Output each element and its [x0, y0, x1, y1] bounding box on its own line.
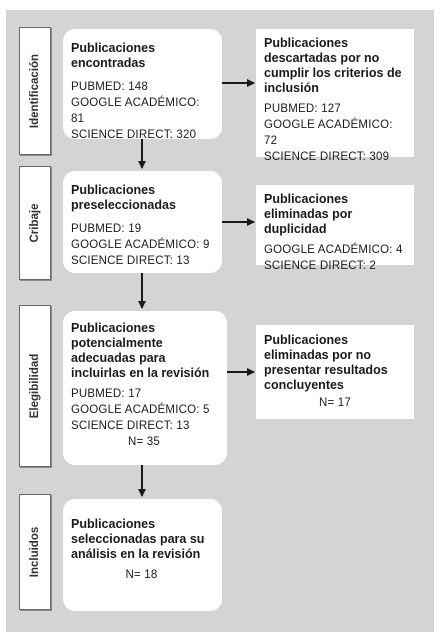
- box-line: SCIENCE DIRECT: 309: [264, 151, 390, 163]
- box-line: SCIENCE DIRECT: 320: [71, 129, 197, 141]
- stage-label: Elegibilidad: [29, 353, 41, 419]
- box-line: PUBMED: 19: [71, 223, 142, 235]
- box-title: Publicaciones potencialmente adecuadas para incluirlas en la revisión: [71, 321, 210, 380]
- box-line: GOOGLE ACADÉMICO: 72: [264, 119, 393, 147]
- box-title: Publicaciones eliminadas por duplicidad: [264, 192, 353, 236]
- box-title: Publicaciones encontradas: [71, 41, 156, 70]
- box-title: Publicaciones preseleccionadas: [71, 183, 176, 212]
- box-total: N= 18: [125, 569, 158, 581]
- box-total: N= 17: [318, 397, 351, 409]
- box-line: SCIENCE DIRECT: 2: [264, 260, 377, 272]
- box-title: Publicaciones eliminadas por no presentar resultados concluyentes: [264, 333, 388, 392]
- box-line: GOOGLE ACADÉMICO: 4: [264, 244, 403, 256]
- box-line: GOOGLE ACADÉMICO: 81: [71, 97, 200, 125]
- stage-label: Identificación: [29, 53, 41, 129]
- box-line: GOOGLE ACADÉMICO: 5: [71, 404, 210, 416]
- stage-label: Cribaje: [29, 203, 41, 243]
- stage-label: Incluidos: [29, 526, 41, 578]
- box-total: N= 35: [127, 436, 160, 448]
- box-line: SCIENCE DIRECT: 13: [71, 255, 190, 267]
- box-line: SCIENCE DIRECT: 13: [71, 420, 190, 432]
- box-title: Publicaciones seleccionadas para su análisis en la revisión: [71, 517, 205, 561]
- box-line: PUBMED: 127: [264, 103, 341, 115]
- box-title: Publicaciones descartadas por no cumplir los criterios de inclusión: [264, 36, 402, 95]
- box-line: PUBMED: 17: [71, 388, 142, 400]
- box-line: PUBMED: 148: [71, 81, 148, 93]
- box-line: GOOGLE ACADÉMICO: 9: [71, 239, 210, 251]
